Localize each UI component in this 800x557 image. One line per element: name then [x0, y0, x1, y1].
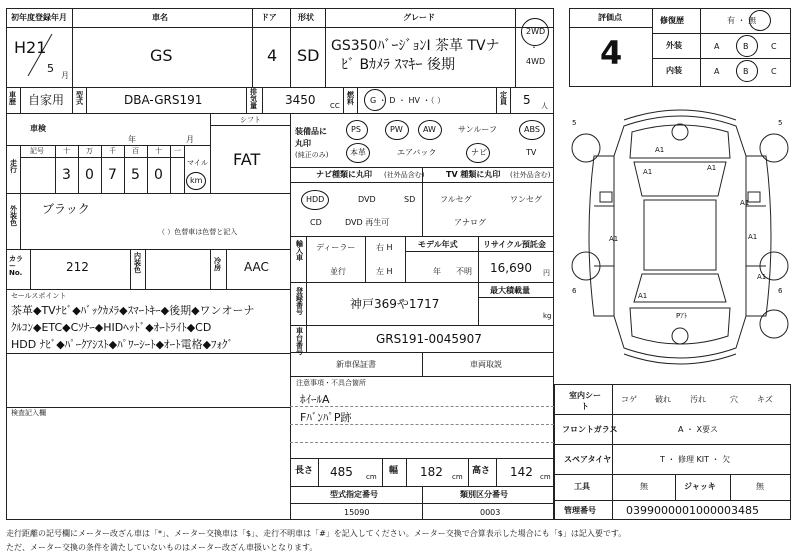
diagram-side-num: 5 [572, 119, 577, 127]
import-lh: 左 H [376, 267, 393, 276]
exterior-c: C [771, 42, 777, 51]
digit-header-3: 千 [109, 147, 116, 155]
length-label: 長さ [295, 466, 314, 476]
inspection-year-unit: 年 [128, 135, 136, 144]
equipment-label-3: (純正のみ) [295, 151, 329, 159]
capacity-value: 5 [523, 93, 531, 107]
displacement-label: 排気量 [250, 88, 257, 110]
warranty-new-car: 新車保証書 [336, 360, 376, 369]
equip-leather: 本革 [350, 148, 366, 157]
equip-tv: TV [526, 148, 537, 157]
shift-label: シフト [240, 116, 261, 124]
shape-label: 形状 [298, 13, 314, 22]
tools-none: 無 [640, 482, 648, 491]
spare-tire-label: スペアタイヤ [564, 455, 612, 464]
damage-mark: A1 [740, 199, 750, 207]
door-value: 4 [267, 46, 278, 65]
first-reg-year: H21 [14, 38, 47, 57]
footer-line-2: ただ、メーター交換の条件を満たしていないものはメーター改ざん車扱いとなります。 [6, 543, 318, 552]
km-label: km [190, 176, 203, 185]
model-label: 型式 [76, 91, 83, 106]
length-cm: cm [366, 473, 377, 481]
usage-label: 車歴 [9, 91, 16, 106]
registration-label: 登録番号 [296, 287, 303, 316]
mgmt-value: 0399000001000003485 [626, 504, 759, 517]
inspector-label: 検査記入欄 [11, 409, 46, 417]
mileage-label: 走行 [10, 159, 17, 174]
navi-sub: (社外品含む) [384, 171, 425, 179]
score-label: 評価点 [598, 13, 622, 22]
car-name-label: 車名 [152, 13, 168, 22]
mile-label: マイル [187, 159, 208, 167]
seat-item: 破れ [655, 395, 671, 404]
inspection-month-unit: 月 [186, 135, 194, 144]
navi-hdd: HDD [306, 195, 325, 204]
digit-header-4: 百 [132, 147, 139, 155]
first-reg-label: 初年度登録年月 [11, 13, 67, 22]
mileage-digit: 7 [108, 167, 117, 183]
fuel-options: G ・ D ・ HV ・（ ） [370, 96, 446, 105]
exterior-a: A [714, 42, 720, 51]
import-dealer: ディーラー [316, 243, 356, 252]
displacement-value: 3450 [285, 93, 316, 107]
repair-none-circle [749, 10, 771, 31]
interior-b: B [743, 67, 749, 76]
jack-none: 無 [756, 482, 764, 491]
tv-analog: アナログ [454, 218, 486, 227]
tv-sub: (社外品含む) [510, 171, 551, 179]
chassis-label: 車台番号 [296, 327, 303, 356]
spare-tire-value: T ・ 修理 KIT ・ 欠 [660, 455, 731, 464]
interior-c: C [771, 67, 777, 76]
fuel-g-circle [364, 89, 386, 111]
navi-sd: SD [404, 195, 416, 204]
drive-2wd: 2WD [526, 27, 546, 36]
interior-a: A [714, 67, 720, 76]
damage-mark: A1 [757, 273, 767, 281]
chassis-value: GRS191-0045907 [376, 332, 482, 346]
capacity-unit: 人 [541, 102, 548, 110]
sales-points-label: セールスポイント [11, 292, 67, 300]
color-no-value: 212 [66, 260, 89, 274]
class-code-value: 0003 [480, 508, 501, 517]
mileage-digit: 5 [131, 167, 140, 183]
damage-mark: A1 [655, 146, 665, 154]
equip-aw: AW [423, 125, 436, 134]
equip-ps: PS [351, 125, 361, 134]
recycle-label: リサイクル預託金 [483, 240, 546, 249]
tv-label: TV 種類に丸印 [446, 170, 501, 179]
navi-cd: CD [310, 218, 322, 227]
footer-line-1: 走行距離の記号欄にメーター改ざん車は「*」、メーター交換車は「$」、走行不明車は「#」を記入してください。メーター交換で合算表示した場合にも「$」は記入要です。 [6, 529, 627, 538]
tv-oneseg: ワンセグ [510, 195, 542, 204]
width-cm: cm [452, 473, 463, 481]
damage-mark: A1 [638, 292, 648, 300]
notes-line-1: ﾎｲｰﾙA [300, 393, 330, 406]
drive-dot: ・ [530, 43, 538, 52]
capacity-label: 定員 [500, 91, 507, 106]
navi-dvd-play: DVD 再生可 [345, 218, 390, 227]
mileage-digit: 3 [62, 167, 71, 183]
color-label: 外装色 [10, 205, 17, 227]
inspection-label: 車検 [30, 124, 46, 133]
seat-item: コゲ [621, 395, 637, 404]
import-rh: 右 H [376, 243, 393, 252]
interior-b-circle [736, 60, 758, 82]
grade-line2: ﾋﾞ Bｶﾒﾗ ｽﾏｷｰ 後期 [341, 57, 455, 73]
interior-color-label: 内装色 [134, 252, 141, 274]
equipment-label-2: 丸印 [295, 139, 311, 148]
exterior-b: B [743, 42, 749, 51]
repair-label: 修復歴 [660, 16, 684, 25]
tools-label: 工具 [574, 482, 590, 491]
width-value: 182 [420, 465, 443, 479]
notes-label: 注意事項・不具合箇所 [296, 379, 366, 387]
equip-sunroof: サンルーフ [458, 125, 497, 134]
cc-unit: CC [330, 102, 340, 110]
digit-header-6: 一 [174, 147, 181, 155]
import-label: 輸入車 [296, 240, 303, 262]
car-diagram [564, 96, 796, 376]
max-load-kg: kg [543, 312, 552, 320]
type-code-label: 型式指定番号 [330, 490, 378, 499]
damage-mark: A1 [707, 164, 717, 172]
color-note: （ ）色替車は色替と記入 [158, 228, 238, 236]
navi-label: ナビ種類に丸印 [316, 170, 372, 179]
digit-header-5: 十 [155, 147, 162, 155]
model-value: DBA-GRS191 [124, 93, 203, 107]
windshield-label: フロントガラス [562, 425, 618, 434]
damage-mark: A1 [643, 168, 653, 176]
digit-header-2: 万 [86, 147, 93, 155]
sales-line-2: ｸﾙｺﾝ◆ETC◆Cｿﾅｰ◆HIDﾍｯﾄﾞ◆ｵｰﾄﾗｲﾄ◆CD [11, 321, 212, 334]
import-parallel: 並行 [330, 267, 346, 276]
first-reg-month: 5 [47, 62, 54, 75]
seat-item: 穴 [730, 395, 738, 404]
repair-options: 有 ・ 無 [727, 16, 757, 25]
type-code-value: 15090 [344, 508, 370, 517]
model-year-unit: 年 [433, 267, 441, 276]
seat-label: 室内シート [569, 391, 601, 411]
exterior-b-circle [736, 35, 758, 57]
model-year-label: モデル年式 [418, 240, 458, 249]
equipment-label-1: 装備品に [295, 127, 327, 136]
length-value: 485 [330, 465, 353, 479]
digit-header-0: 記号 [30, 147, 44, 155]
grade-line1: GS350ﾊﾞｰｼﾞｮﾝI 茶革 TVナ [331, 38, 500, 54]
seat-item: 汚れ [690, 395, 706, 404]
navi-dvd: DVD [358, 195, 376, 204]
equip-pw: PW [390, 125, 403, 134]
windshield-value: A ・ X要ス [678, 425, 719, 434]
recycle-value: 16,690 [490, 261, 532, 275]
recycle-yen: 円 [543, 269, 550, 277]
seat-item: キズ [757, 395, 773, 404]
height-cm: cm [540, 473, 551, 481]
equip-navi: ナビ [471, 148, 487, 157]
first-reg-month-unit: 月 [61, 71, 69, 80]
car-name-value: GS [150, 46, 173, 65]
diagram-side-num: 6 [572, 287, 577, 295]
mileage-digit: 0 [154, 167, 163, 183]
tv-fullseg: フルセグ [440, 195, 472, 204]
equip-abs: ABS [524, 125, 540, 134]
damage-mark: Pｱﾄ [676, 312, 688, 320]
jack-label: ジャッキ [684, 482, 716, 491]
grade-label: グレード [403, 13, 435, 22]
mileage-digit: 0 [85, 167, 94, 183]
damage-mark: A1 [609, 235, 619, 243]
max-load-label: 最大積載量 [490, 286, 530, 295]
shift-value: FAT [233, 150, 261, 169]
diagram-side-num: 5 [778, 119, 783, 127]
sales-line-3: HDD ﾅﾋﾞ◆ﾊﾟｰｸｱｼｽﾄ◆ﾊﾟﾜｰｼｰﾄ◆ｵｰﾄ電格◆ﾌｫｸﾞ [11, 338, 234, 351]
color-no-label: カラーNo. [9, 255, 23, 277]
digit-header-1: 十 [63, 147, 70, 155]
ac-value: AAC [244, 260, 269, 274]
score-value: 4 [600, 34, 623, 72]
equip-airbag: エアバック [397, 148, 437, 157]
exterior-label: 外装 [666, 41, 682, 50]
height-value: 142 [510, 465, 533, 479]
class-code-label: 類別区分番号 [460, 490, 508, 499]
width-label: 幅 [389, 466, 399, 476]
drive-4wd: 4WD [526, 57, 546, 66]
notes-line-2: FﾊﾞﾝﾊﾟP跡 [300, 411, 352, 424]
model-year-unknown: 不明 [456, 267, 472, 276]
usage-value: 自家用 [28, 93, 65, 107]
door-label: ドア [261, 13, 277, 22]
damage-mark: A1 [748, 233, 758, 241]
interior-label: 内装 [666, 66, 682, 75]
diagram-side-num: 6 [778, 287, 783, 295]
fuel-label: 燃料 [347, 91, 354, 106]
height-label: 高さ [472, 466, 491, 476]
warranty-manual: 車両取説 [470, 360, 502, 369]
sales-line-1: 茶革◆TVﾅﾋﾞ◆ﾊﾞｯｸｶﾒﾗ◆ｽﾏｰﾄｷｰ◆後期◆ワンオーナ [11, 304, 255, 317]
shape-value: SD [297, 46, 320, 65]
mgmt-label: 管理番号 [564, 506, 596, 515]
ac-label: 冷房 [214, 257, 221, 272]
registration-value: 神戸369や1717 [350, 297, 440, 311]
color-value: ブラック [42, 202, 90, 216]
